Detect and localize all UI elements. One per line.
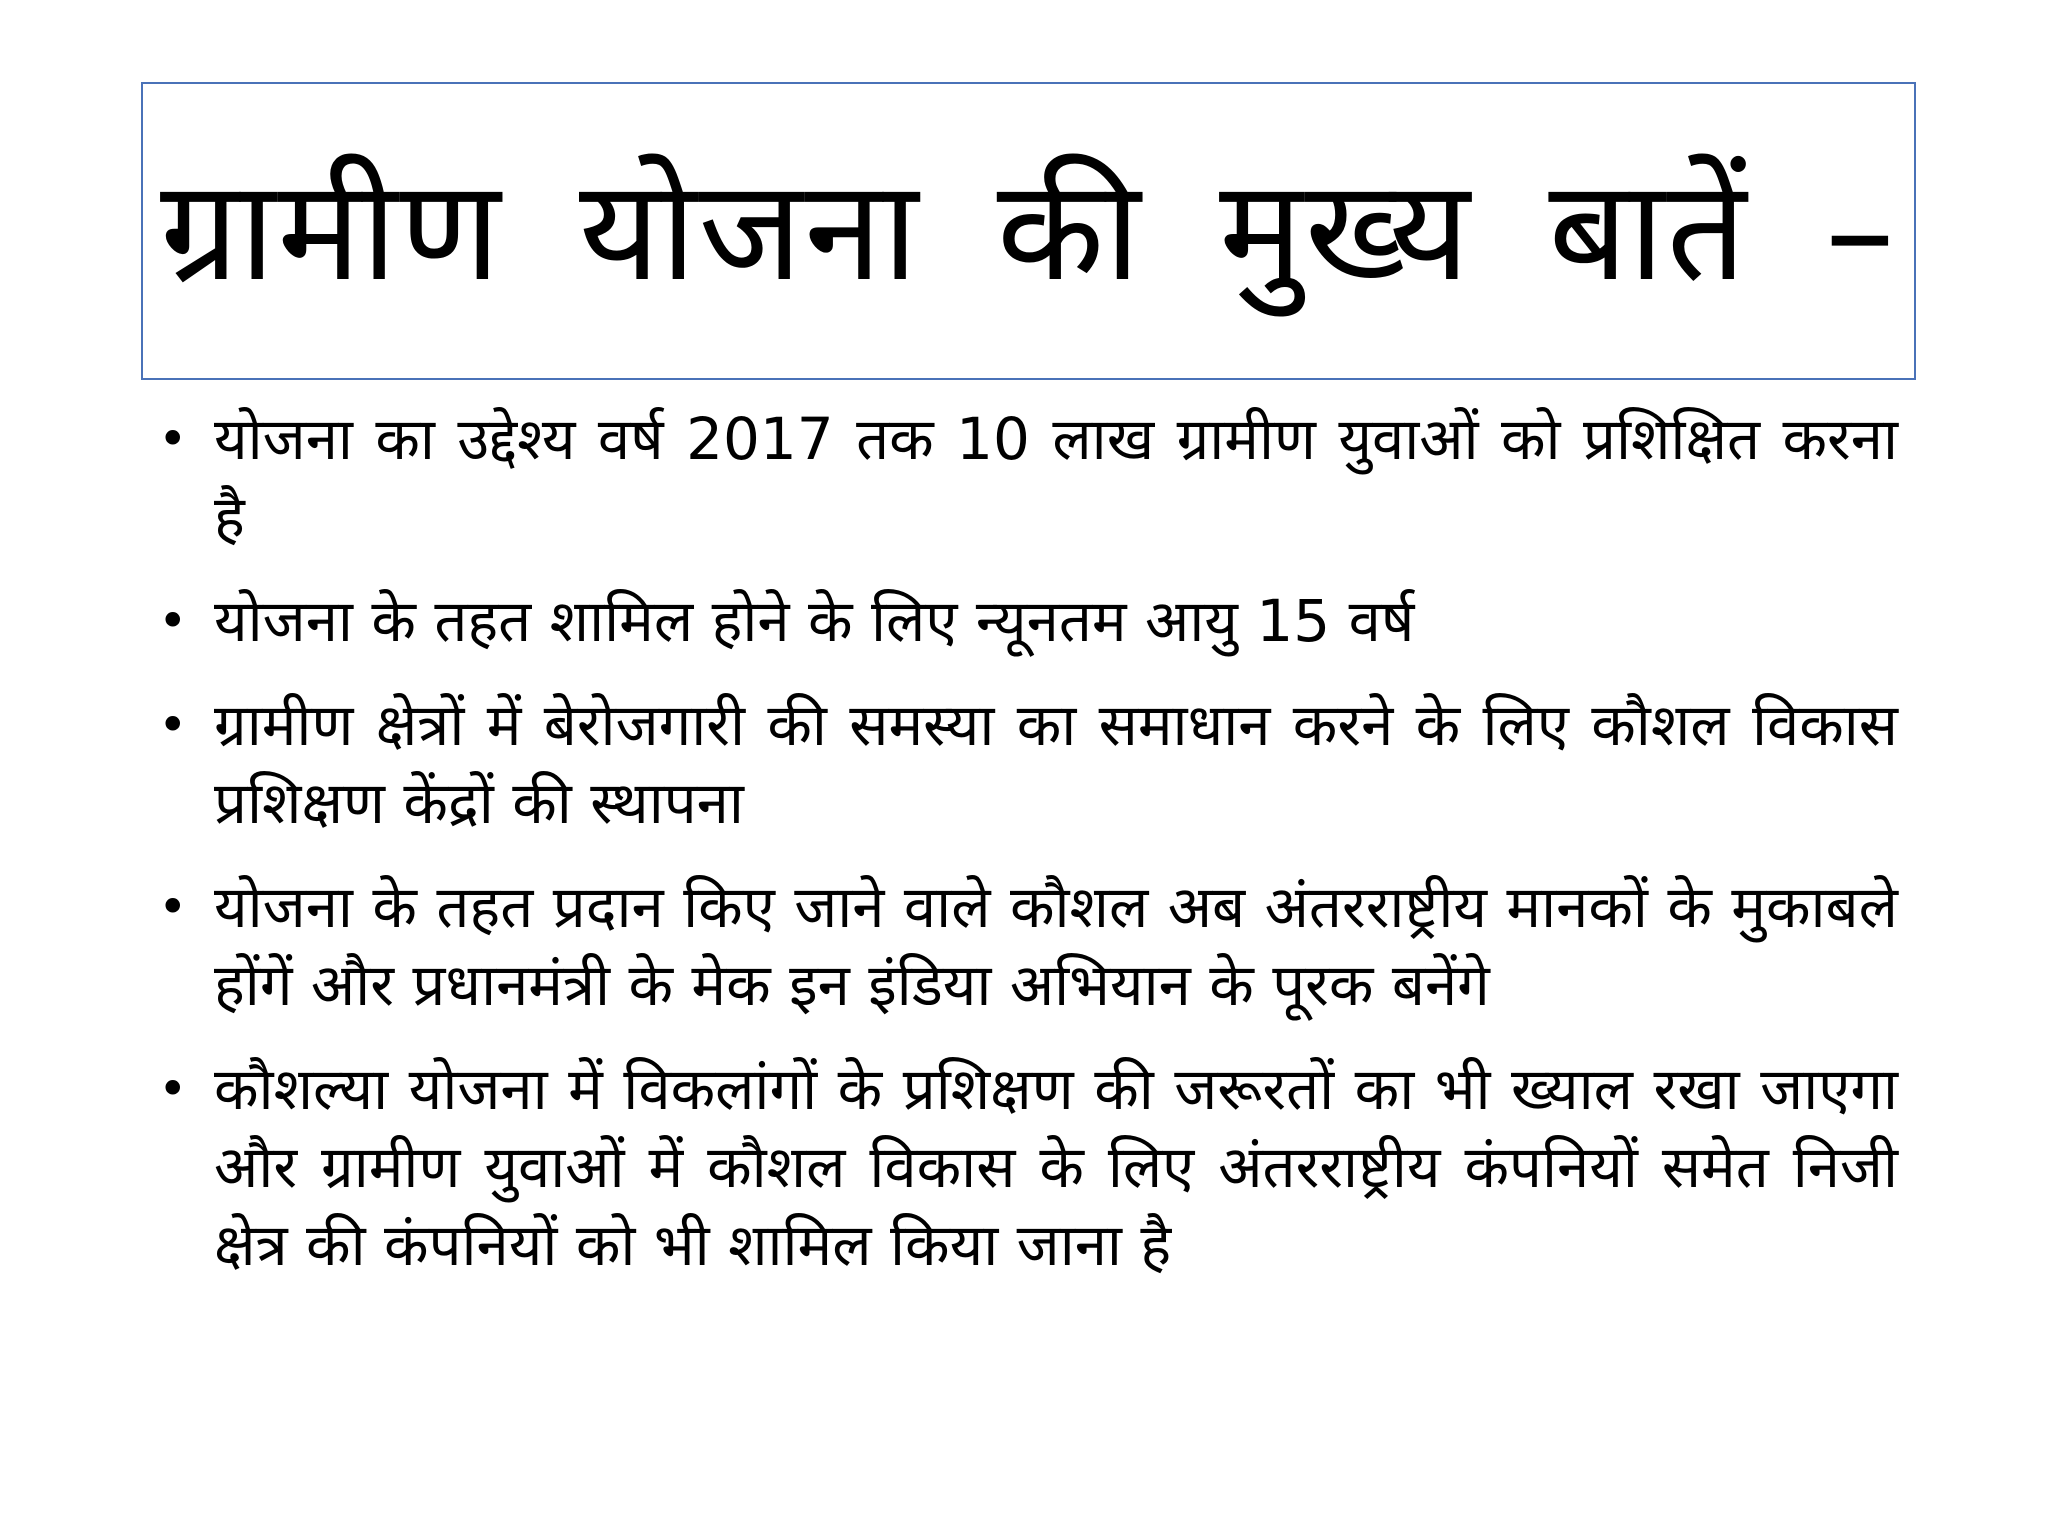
- bullet-icon: •: [158, 410, 188, 468]
- bullet-list: [158, 400, 1898, 1310]
- bullet-item-2: [158, 582, 1898, 660]
- bullet-icon: •: [158, 592, 188, 650]
- bullet-icon: •: [158, 696, 188, 754]
- bullet-icon: •: [158, 1060, 188, 1118]
- bullet-item-5: [158, 1050, 1898, 1284]
- bullet-icon: •: [158, 878, 188, 936]
- bullet-text-4: योजना के तहत प्रदान किए जाने वाले कौशल अब अंतरराष्ट्रीय मानकों के मुकाबले होंगें और प्रधानमंत्री के मेक इन इंडिया अभियान के पूरक बनेंगे: [214, 873, 1898, 1019]
- bullet-item-4: [158, 868, 1898, 1024]
- title-box: [141, 82, 1916, 380]
- bullet-item-3: [158, 686, 1898, 842]
- bullet-text-3: ग्रामीण क्षेत्रों में बेरोजगारी की समस्या का समाधान करने के लिए कौशल विकास प्रशिक्षण केंद्रों की स्थापना: [214, 691, 1898, 837]
- bullet-item-1: [158, 400, 1898, 556]
- page-title: ग्रामीण योजना की मुख्य बातें –: [160, 149, 1897, 313]
- bullet-text-1: योजना का उद्देश्य वर्ष 2017 तक 10 लाख ग्रामीण युवाओं को प्रशिक्षित करना है: [214, 405, 1898, 551]
- bullet-text-2: योजना के तहत शामिल होने के लिए न्यूनतम आयु 15 वर्ष: [214, 587, 1415, 655]
- bullet-text-5: कौशल्या योजना में विकलांगों के प्रशिक्षण की जरूरतों का भी ख्याल रखा जाएगा और ग्रामीण युवाओं में कौशल विकास के लिए अंतरराष्ट्रीय कंपनियों समेत निजी क्षेत्र की कंपनियों को भी शामिल किया जाना है: [214, 1055, 1898, 1279]
